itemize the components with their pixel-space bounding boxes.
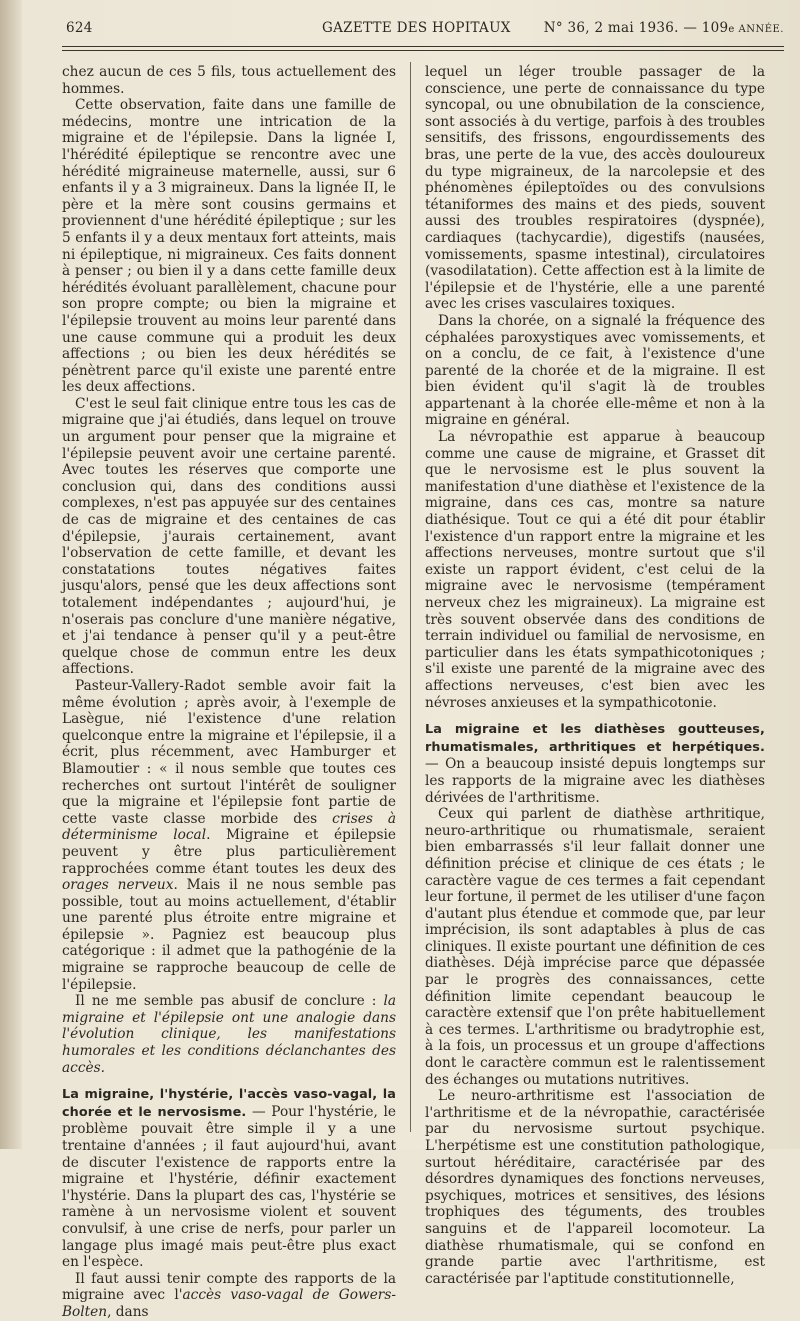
italic-phrase: crises à déterminisme local: [62, 810, 396, 844]
text-run: . Mais il ne nous semble pas possible, tout au moins actuellement, d'établir une parenté plus étroite entre migraine et épilepsie ». Pagniez est beaucoup plus catégorique : il admet que la pathogénie de la migraine se rapproche beaucoup de celle de l'épilepsie.: [62, 877, 396, 993]
paragraph: Dans la chorée, on a signalé la fréquence des céphalées paroxystiques avec vomissements, et on a conclu, de ce fait, à l'existence d'une parenté de la chorée et de la migraine. Il est bien évident qu'il s'agit là de troubles appartenant à la chorée elle-même et non à la migraine en général.: [425, 312, 765, 429]
paragraph: chez aucun de ces 5 fils, tous actuellement des hommes.: [62, 64, 396, 97]
journal-title: GAZETTE DES HOPITAUX: [322, 20, 511, 36]
column-divider: [410, 62, 411, 1132]
section-paragraph: [62, 1086, 396, 1271]
page-number: 624: [66, 20, 93, 36]
left-column: [62, 64, 396, 1321]
section-heading: La migraine, l'hystérie, l'accès vaso-vagal, la chorée et le nervosisme.: [62, 1087, 396, 1120]
italic-phrase: accès vaso-vagal de Gowers-Bolten: [62, 1287, 396, 1320]
text-run: Pasteur-Vallery-Radot semble avoir fait la même évolution ; après avoir, à l'exemple de Lasègue, nié l'existence d'une relation quelconque entre la migraine et l'épilepsie, il a écrit, plus récemment, avec Hamburger et Blamoutier : « il nous semble que toutes ces recherches ont surtout l'intérêt de souligner que la migraine et l'épilepsie font partie de cette vaste classe morbide des: [62, 677, 396, 827]
issue-date: [544, 20, 784, 36]
header-rule-bottom: [62, 50, 784, 51]
year-suffix: e ANNÉE.: [728, 24, 784, 35]
paragraph: La névropathie est apparue à beaucoup comme une cause de migraine, et Grasset dit que le nervosisme est le plus souvent la manifestation d'une diathèse et l'existence de la migraine, dans ces cas, montre sa nature diathésique. Tout ce qui a été dit pour établir l'existence d'un rapport entre la migraine et les affections nerveuses, montre surtout que s'il existe un rapport évident, c'est celui de la migraine avec le nervosisme (tempérament nerveux chez les migraineux). La migraine est très souvent observée dans des conditions de terrain individuel ou familial de nervosisme, en particulier dans les états sympathicotoniques ; s'il existe une parenté de la migraine avec des affections nerveuses, c'est bien avec les névroses anxieuses et la sympathicotonie.: [425, 429, 765, 711]
paragraph: lequel un léger trouble passager de la conscience, une perte de connaissance du type syncopal, ou une obnubilation de la conscience, sont associés à du vertige, parfois à des troubles sensitifs, des frissons, engourdissements des bras, une perte de la vue, des accès douloureux du type migraineux, de la narcolepsie et des phénomènes épileptoïdes ou des convulsions tétaniformes des mains et des pieds, souvent aussi des troubles respiratoires (dyspnée), cardiaques (tachycardie), digestifs (nausées, vomissements, spasme intestinal), circulatoires (vasodilatation). Cette affection est à la limite de l'épilepsie et de l'hystérie, elle a une parenté avec les crises vasculaires toxiques.: [425, 64, 765, 313]
text-run: Il ne me semble pas abusif de conclure :: [75, 993, 384, 1010]
header-rule-top: [62, 46, 784, 47]
section-heading: La migraine et les diathèses goutteuses, rhumatismales, arthritiques et herpétiques.: [425, 722, 765, 755]
issue-date-text: N° 36, 2 mai 1936. — 109: [543, 20, 729, 36]
paragraph: C'est le seul fait clinique entre tous les cas de migraine que j'ai étudiés, dans lequel on trouve un argument pour penser que la migraine et l'épilepsie peuvent avoir une certaine parenté. Avec toutes les réserves que comporte une conclusion qui, dans des conditions aussi complexes, n'est pas appuyée sur des centaines de cas de migraine et des centaines de cas d'épilepsie, j'aurais certainement, avant l'observation de cette famille, et devant les constatations toutes négatives faites jusqu'alors, pensé que les deux affections sont totalement indépendantes ; aujourd'hui, je n'oserais pas conclure d'une manière négative, et j'ai tendance à penser qu'il y a peut-être quelque chose de commun entre les deux affections.: [62, 395, 396, 678]
paragraph: [62, 1271, 396, 1321]
italic-conclusion: la migraine et l'épilepsie ont une analogie dans l'évolution clinique, les manifestations humorales et les conditions déclanchantes des accès.: [62, 993, 396, 1076]
paragraph: Cette observation, faite dans une famille de médecins, montre une intrication de la migraine et de l'épilepsie. Dans la lignée I, l'hérédité épileptique se rencontre avec une hérédité migraineuse maternelle, aussi, sur 6 enfants il y a 3 migraineux. Dans la lignée II, le père et la mère sont cousins germains et proviennent d'une hérédité épileptique ; sur les 5 enfants il y a deux mentaux fort atteints, mais ni épileptique, ni migraineux. Ces faits donnent à penser ; ou bien il y a dans cette famille deux hérédités évoluant parallèlement, chacune pour son propre compte; ou bien la migraine et l'épilepsie trouvent au moins leur parenté dans une cause commune qui a produit les deux affections ; ou bien les deux hérédités se pénètrent parce qu'il existe une parenté entre les deux affections.: [62, 97, 396, 396]
paragraph: Ceux qui parlent de diathèse arthritique, neuro-arthritique ou rhumatismale, seraient bien embarrassés s'il leur fallait donner une définition précise et clinique de ces états ; le caractère vague de ces termes a fait cependant leur fortune, il permet de les utiliser d'une façon d'autant plus étendue et commode que, par leur imprécision, ils sont adaptables à plus de cas cliniques. Il existe pourtant une définition de ces diathèses. Déjà imprécise parce que dépassée par le progrès des connaissances, cette définition limite cependant beaucoup le caractère extensif que l'on prête habituellement à ces termes. L'arthritisme ou bradytrophie est, à la fois, un processus et un groupe d'affections dont le caractère commun est le ralentissement des échanges ou mutations nutritives.: [425, 806, 765, 1088]
italic-phrase: orages nerveux: [62, 877, 174, 894]
text-run: — Pour l'hystérie, le problème pouvait être simple il y a une trentaine d'années ; il faut aujourd'hui, avant de discuter l'existence de rapports entre la migraine et l'hystérie, définir exactement l'hystérie. Dans la plupart des cas, l'hystérie se ramène à un nervosisme violent et souvent convulsif, à une crise de nerfs, pour parler un langage plus imagé mais peut-être plus exact en l'espèce.: [62, 1103, 396, 1271]
section-paragraph: [425, 721, 765, 806]
paragraph: Le neuro-arthritisme est l'association de l'arthritisme et de la névropathie, caractérisée par du nervosisme surtout psychique. L'herpétisme est une constitution pathologique, surtout héréditaire, caractérisée par des désordres dynamiques des fonctions nerveuses, psychiques, motrices et sensitives, des lésions trophiques des téguments, des troubles sanguins et de l'appareil locomoteur. La diathèse rhumatismale, qui se confond en grande partie avec l'arthritisme, est caractérisée par l'aptitude constitutionnelle,: [425, 1088, 765, 1287]
binding-edge-shadow: [0, 0, 22, 1149]
paragraph: [62, 678, 396, 993]
text-run: Il faut aussi tenir compte des rapports de la migraine avec l': [62, 1270, 396, 1304]
text-run: , dans: [107, 1303, 149, 1320]
right-column: [425, 64, 765, 1287]
text-run: . Migraine et épilepsie peuvent y être plus particulièrement rapprochées comme étant toutes les deux des: [62, 827, 396, 877]
running-header: [66, 20, 784, 42]
paragraph: [62, 993, 396, 1076]
text-run: — On a beaucoup insisté depuis longtemps sur les rapports de la migraine avec les diathèses dérivées de l'arthritisme.: [425, 756, 765, 806]
